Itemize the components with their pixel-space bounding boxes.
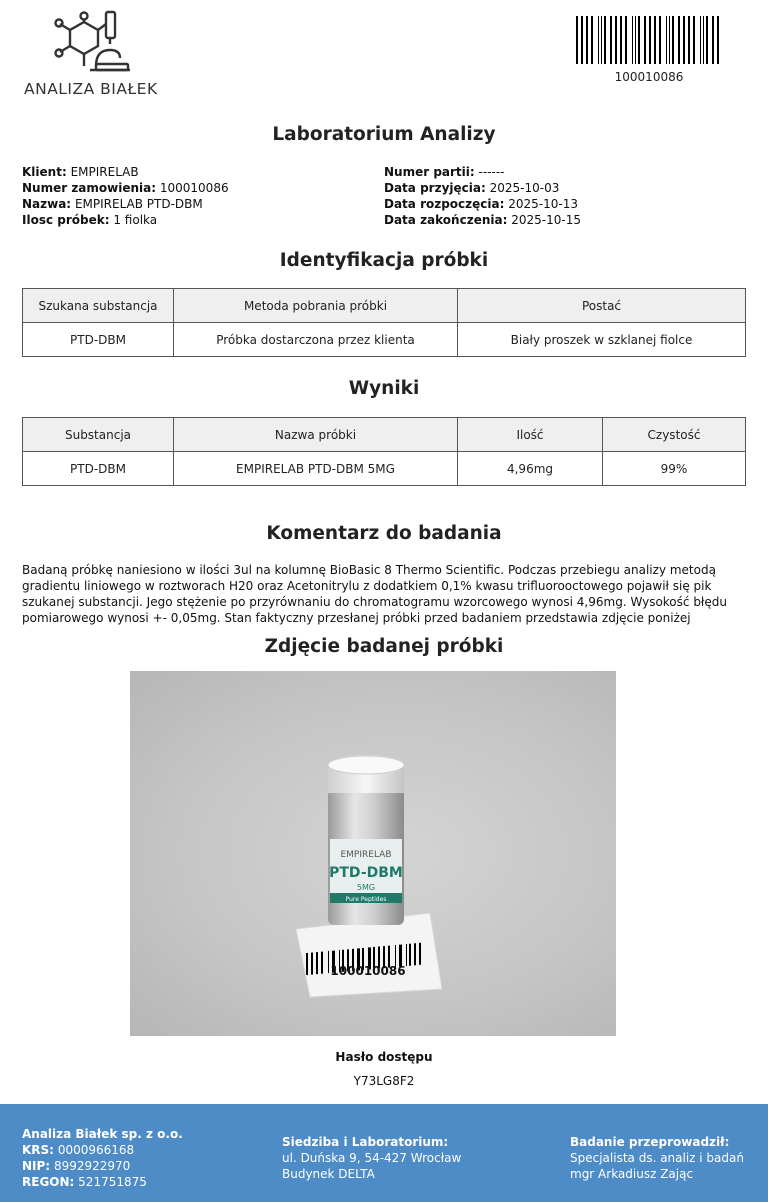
barcode-bar (678, 16, 680, 64)
barcode-bar (406, 944, 407, 966)
client-info-left (22, 164, 362, 228)
barcode-bar (635, 16, 636, 64)
barcode-bar (649, 16, 651, 64)
comment-title: Komentarz do badania (266, 523, 502, 544)
barcode-bar (706, 16, 708, 64)
barcode-bar (625, 16, 627, 64)
barcode-bar (610, 16, 612, 64)
tester-line2: mgr Arkadiusz Zając (570, 1167, 694, 1181)
barcode-bar (666, 16, 667, 64)
barcode-number: 100010086 (614, 70, 684, 84)
vial-product-text: PTD-DBM (329, 865, 403, 881)
vial-tag-text: Pure Peptides (345, 896, 387, 903)
barcode-bar (688, 16, 690, 64)
footer-tester (570, 1134, 744, 1182)
client-info-right (384, 164, 744, 228)
info-row-count: Ilosc próbek: 1 fiolka (22, 213, 158, 227)
table-cell: EMPIRELAB PTD-DBM 5MG (174, 452, 458, 486)
footer-company (22, 1126, 183, 1190)
company-regon: REGON: 521751875 (22, 1175, 147, 1189)
info-row-finished: Data zakończenia: 2025-10-15 (384, 213, 581, 227)
barcode-bar (328, 951, 329, 973)
barcode (576, 16, 722, 64)
address-line2: Budynek DELTA (282, 1167, 375, 1181)
photo-title: Zdjęcie badanej próbki (264, 636, 504, 657)
barcode-bar (591, 16, 593, 64)
barcode-bar (576, 16, 578, 64)
column-header: Szukana substancja (23, 289, 174, 323)
footer-address (282, 1134, 461, 1182)
barcode-bar (693, 16, 695, 64)
identification-title: Identyfikacja próbki (279, 250, 489, 271)
table-row (23, 452, 746, 486)
barcode-bar (644, 16, 646, 64)
results-title: Wyniki (348, 378, 420, 399)
footer (0, 1104, 768, 1202)
molecule-microscope-icon (54, 10, 134, 76)
barcode-bar (717, 16, 719, 64)
column-header: Substancja (23, 418, 174, 452)
column-header: Postać (458, 289, 746, 323)
tester-title: Badanie przeprowadził: (570, 1135, 730, 1149)
table-cell: Próbka dostarczona przez klienta (174, 323, 458, 357)
info-row-client: Klient: EMPIRELAB (22, 165, 139, 179)
column-header: Nazwa próbki (174, 418, 458, 452)
table-cell: PTD-DBM (23, 452, 174, 486)
info-row-batch: Numer partii: ------ (384, 165, 505, 179)
logo-name: ANALIZA BIAŁEK (24, 80, 158, 98)
address-line1: ul. Duńska 9, 54-427 Wrocław (282, 1151, 462, 1165)
barcode-bar (601, 16, 602, 64)
barcode-bar (598, 16, 599, 64)
page-title: Laboratorium Analizy (272, 124, 496, 145)
table-row (23, 323, 746, 357)
barcode-bar (316, 952, 318, 974)
column-header: Metoda pobrania próbki (174, 289, 458, 323)
barcode-bar (311, 953, 313, 975)
vial-illustration (130, 671, 616, 1036)
barcode-bar (321, 952, 323, 974)
company-krs: KRS: 0000966168 (22, 1143, 135, 1157)
info-row-received: Data przyjęcia: 2025-10-03 (384, 181, 560, 195)
table-cell: 4,96mg (458, 452, 603, 486)
barcode-bar (672, 16, 674, 64)
barcode-bar (586, 16, 588, 64)
info-row-name: Nazwa: EMPIRELAB PTD-DBM (22, 197, 203, 211)
barcode-bar (703, 16, 704, 64)
company-logo (22, 10, 172, 100)
info-row-order: Numer zamowienia: 100010086 (22, 181, 229, 195)
access-label: Hasło dostępu (335, 1050, 433, 1064)
table-header-row (23, 289, 746, 323)
barcode-bar (414, 943, 416, 965)
comment-text: Badaną próbkę naniesiono w ilości 3ul na kolumnę BioBasic 8 Thermo Scientific. Podczas przebiegu analizy metodą gradientu liniowego w roztworach H20 oraz Acetonitrylu z dodatkiem 0,1% kwasu trifluorooctowego pojawił się pik szukanej substancji. Jego stężenie po przyrównaniu do chromatogramu wzorcowego wynosi 4,96mg. Wysokość błędu pomiarowego wynosi +- 0,05mg. Stan faktyczny przesłanej próbki przed badaniem przedstawia zdjęcie poniżej (22, 563, 727, 625)
barcode-bar (700, 16, 701, 64)
barcode-bar (604, 16, 606, 64)
info-row-started: Data rozpoczęcia: 2025-10-13 (384, 197, 578, 211)
barcode-bar (306, 953, 308, 975)
column-header: Ilość (458, 418, 603, 452)
table-cell: 99% (603, 452, 746, 486)
table-cell: PTD-DBM (23, 323, 174, 357)
photo-label-number: 100010086 (330, 964, 406, 978)
sample-photo (130, 671, 616, 1036)
barcode-bar (683, 16, 685, 64)
barcode-bar (638, 16, 640, 64)
barcode-bar (669, 16, 670, 64)
company-name: Analiza Białek sp. z o.o. (22, 1127, 183, 1141)
access-code: Y73LG8F2 (353, 1074, 415, 1088)
address-title: Siedziba i Laboratorium: (282, 1135, 449, 1149)
barcode-bar (654, 16, 656, 64)
results-table (22, 417, 746, 486)
company-nip: NIP: 8992922970 (22, 1159, 131, 1173)
table-cell: Biały proszek w szklanej fiolce (458, 323, 746, 357)
barcode-bar (581, 16, 583, 64)
barcode-bar (632, 16, 633, 64)
barcode-bar (419, 943, 421, 965)
barcode-bar (615, 16, 617, 64)
column-header: Czystość (603, 418, 746, 452)
barcode-bar (620, 16, 622, 64)
vial-dose-text: 5MG (356, 883, 376, 892)
table-header-row (23, 418, 746, 452)
tester-line1: Specjalista ds. analiz i badań (570, 1151, 744, 1165)
barcode-bar (712, 16, 714, 64)
identification-table (22, 288, 746, 357)
barcode-bar (409, 944, 411, 966)
barcode-bar (659, 16, 661, 64)
vial-brand-text: EMPIRELAB (340, 850, 392, 860)
